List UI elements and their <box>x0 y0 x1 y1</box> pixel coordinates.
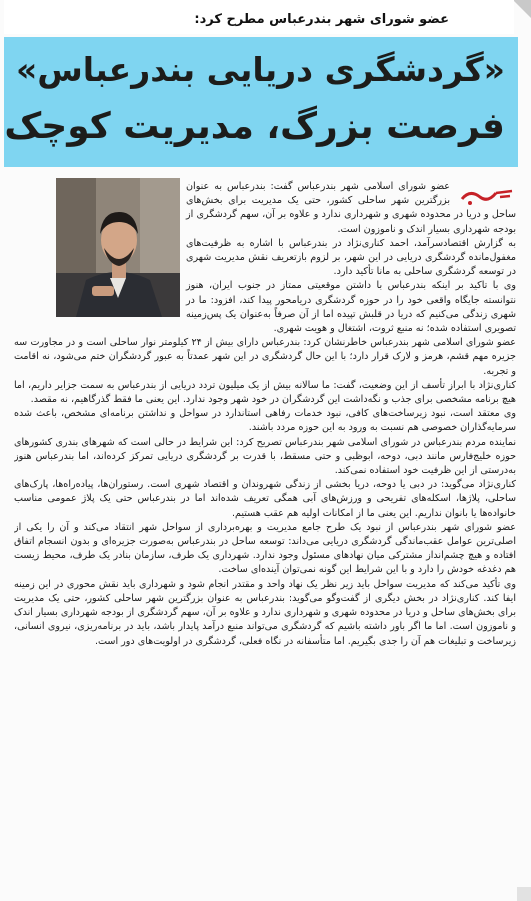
logo-wrap-space <box>450 180 516 198</box>
paragraph: کناری‌نژاد با ابراز تأسف از این وضعیت، گفت: ما سالانه بیش از یک میلیون تردد دریایی از بندرعباس به سمت جزایر داریم، اما هیچ برنامه مشخصی برای جذب و نگه‌داشت این گردشگران در خود شهر وجود ندارد. این یعنی ما فقط گذرگاهیم، نه مقصد. <box>14 379 516 406</box>
photo-wrap-space <box>14 180 186 324</box>
kicker-headline: عضو شورای شهر بندرعباس مطرح کرد: <box>194 12 449 27</box>
paragraph: نماینده مردم بندرعباس در شورای اسلامی شهر بندرعباس تصریح کرد: این شرایط در حالی است که شهرهای بندری کشورهای حوزه خلیج‌فارس مانند دبی، دوحه، ابوظبی و حتی مسقط، با قدرت بر گردشگری دریایی تمرکز کرده‌اند، اما بندرعباس هنوز به‌درستی از این ظرفیت خود استفاده نمی‌کند. <box>14 436 516 477</box>
headline-line-2: فرصت بزرگ، مدیریت کوچک <box>4 106 505 147</box>
paragraph: عضو شورای شهر بندرعباس از نبود یک طرح جامع مدیریت و بهره‌برداری از سواحل شهر انتقاد می‌کند و آن را یکی از اصلی‌ترین عوامل عقب‌ماندگی گردشگری دریایی می‌داند: توسعه ساحل در بندرعباس به‌صورت جزیره‌ای و بدون انسجام اتفاق افتاده و هیچ چشم‌انداز مشترکی میان نهادهای مسئول وجود ندارد. شهرداری یک طرف، سازمان بنادر یک طرف، محیط زیست هم دغدغه خودش را دارد و با این شرایط این گونه نمی‌توان آینده‌ای ساخت. <box>14 521 516 576</box>
article-body <box>14 180 516 885</box>
paragraph: وی تأکید می‌کند که مدیریت سواحل باید زیر نظر یک نهاد واحد و مقتدر انجام شود و شهرداری باید نقش محوری در این زمینه ایفا کند. کناری‌نژاد در بخش دیگری از گفت‌وگو می‌گوید: بندرعباس به عنوان بزرگترین شهر ساحلی کشور، حتی یک مدیریت برای بخش‌های ساحل و دریا در محدوده شهری و شهرداری ندارد و علاوه بر آن، سهم گردشگری از بودجه شهرداری بسیار اندک و ناموزون است. اما ما اگر باور داشته باشیم که گردشگری می‌تواند منبع درآمد پایدار باشد، باید در برنامه‌ریزی، نیروی انسانی، زیرساخت و تبلیغات هم آن را جدی بگیریم. اما متأسفانه در نگاه فعلی، گردشگری در اولویت‌های دور است. <box>14 578 516 647</box>
page-edge <box>517 887 531 901</box>
paragraph: وی با تاکید بر اینکه بندرعباس با داشتن موقعیتی ممتاز در جنوب ایران، هنوز نتوانسته جایگاه واقعی خود را در حوزه گردشگری دریامحور پیدا کند، افزود: ما در شهری زندگی می‌کنیم که دریا در قلبش تپیده اما از آن صرفاً به‌عنوان یک پس‌زمینه تصویری استفاده شده؛ نه منبع ثروت، اشتغال و هویت شهری. <box>186 280 516 335</box>
paragraph: وی معتقد است، نبود زیرساخت‌های کافی، نبود خدمات رفاهی استاندارد در سواحل و نداشتن برنامه‌ای مشخص، باعث شده سرمایه‌گذاران خصوصی هم نسبت به ورود به این حوزه مردد باشند. <box>14 408 516 434</box>
paragraph: عضو شورای اسلامی شهر بندرعباس خاطرنشان کرد: بندرعباس دارای بیش از ۲۴ کیلومتر نوار ساحلی است و در مجاورت سه جزیره مهم قشم، هرمز و لارک قرار دارد؛ با این حال گردشگری در این شهر عمدتاً به عبور گردشگران ختم می‌شود، نه اقامت و تجربه. <box>14 337 516 377</box>
folded-corner <box>513 0 531 18</box>
paragraph: به گزارش اقتصادسرآمد، احمد کناری‌نژاد در بندرعباس با اشاره به ظرفیت‌های مغفول‌مانده گردشگری دریایی در این شهر، بر لزوم بازتعریف نقش مدیریت شهری در توسعه گردشگری ساحلی به مانا تأکید دارد. <box>186 237 516 278</box>
paragraph: کناری‌نژاد می‌گوید: در دبی یا دوحه، دریا بخشی از زندگی شهروندان و اقتصاد شهری است. رستوران‌ها، پیاده‌راه‌ها، پارک‌های ساحلی، پلاژها، اسکله‌های تفریحی و ورزش‌های آبی همگی تعریف شده‌اند اما در بندرعباس حتی یک پلاژ عمومی مناسب خانواده‌ها یا بانوان نداریم. این یعنی ما از امکانات اولیه هم عقب هستیم. <box>14 479 516 519</box>
paragraph: عضو شورای اسلامی شهر بندرعباس گفت: بندرعباس به عنوان بزرگترین شهر ساحلی کشور، حتی یک مدیریت برای بخش‌های ساحل و دریا در محدوده شهری و شهرداری ندارد و علاوه بر آن، سهم گردشگری از بودجه شهرداری بسیار اندک و ناموزون است. <box>186 181 516 235</box>
headline-line-1: «گردشگری دریایی بندرعباس» <box>15 50 505 89</box>
